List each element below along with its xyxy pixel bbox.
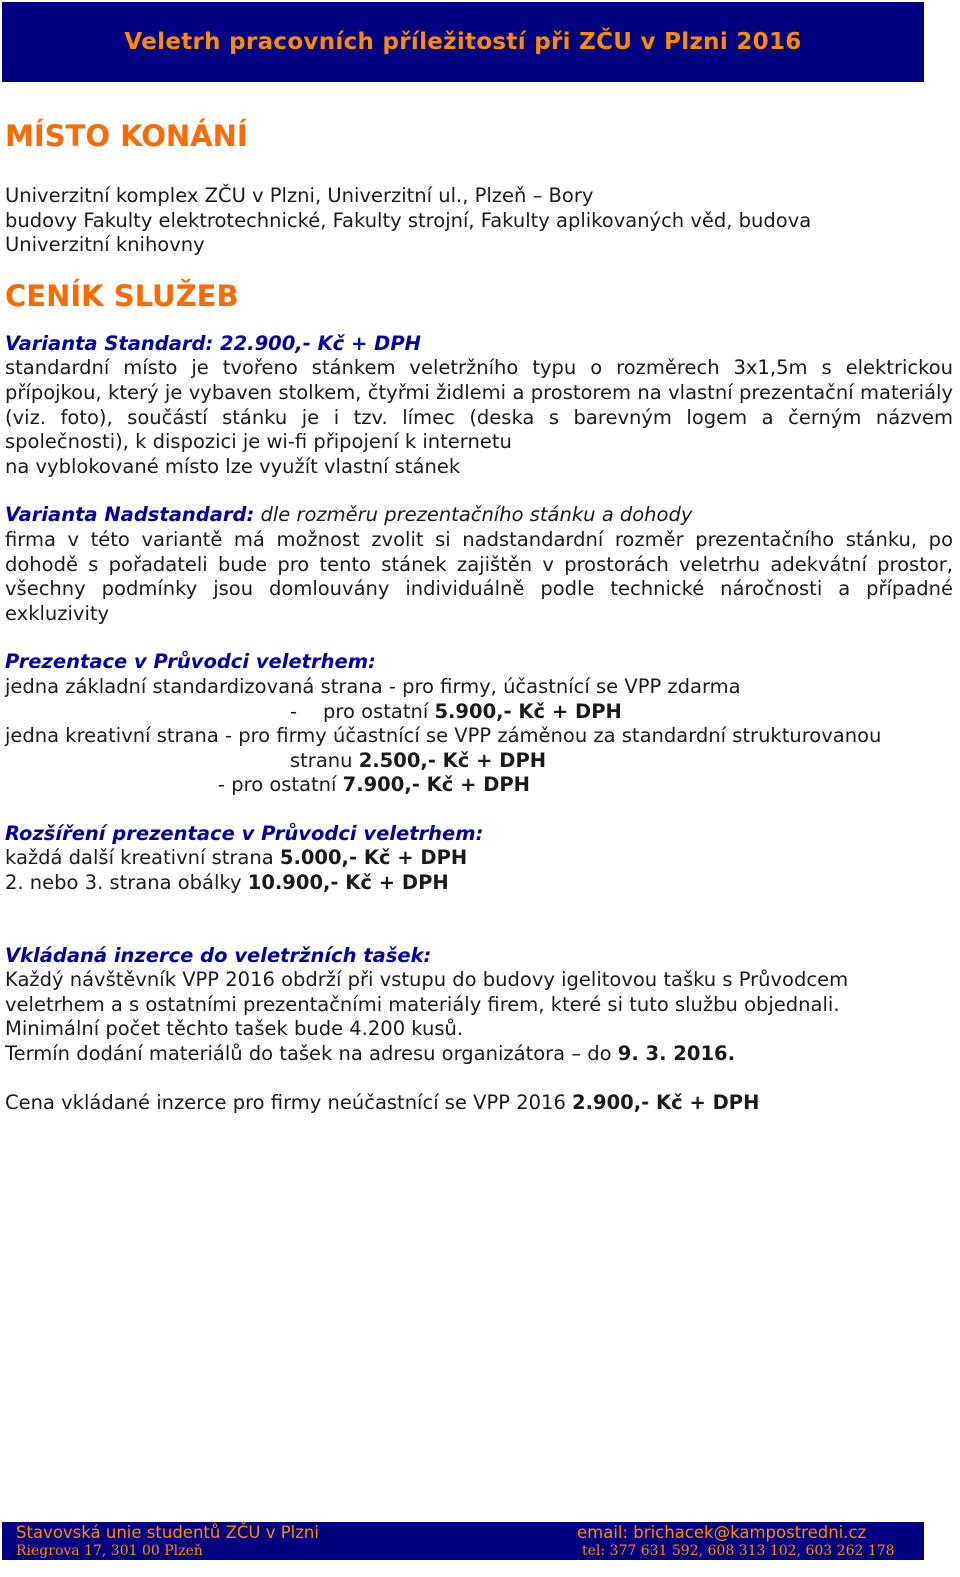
rozsireni-price-1: 5.000,- Kč + DPH <box>279 846 468 870</box>
pruvodce-price-ostatni: 5.900,- Kč + DPH <box>434 699 622 723</box>
page-footer <box>2 1522 924 1560</box>
footer-phone: tel: 377 631 592, 608 313 102, 603 262 178 <box>582 1543 895 1559</box>
pruvodce-line-3: jedna kreativní strana - pro firmy účastnící se VPP záměnou za standardní strukturovanou <box>5 724 882 748</box>
inzerce-line-5-text: Cena vkládané inzerce pro firmy neúčastnící se VPP 2016 <box>5 1090 573 1114</box>
inzerce-line-5 <box>5 1091 953 1116</box>
rozsireni-title: Rozšíření prezentace v Průvodci veletrhem: <box>5 821 484 845</box>
pruvodce-line-4 <box>5 749 953 774</box>
misto-line-2: budovy Fakulty elektrotechnické, Fakulty strojní, Fakulty aplikovaných věd, budova <box>5 208 812 232</box>
misto-line-1: Univerzitní komplex ZČU v Plzni, Univerzitní ul., Plzeň – Bory <box>5 184 594 207</box>
footer-org: Stavovská unie studentů ZČU v Plzni <box>16 1523 319 1542</box>
rozsireni-line-2-text: 2. nebo 3. strana obálky <box>5 871 248 895</box>
pruvodce-line-4-text: stranu <box>290 748 359 772</box>
header-title: Veletrh pracovních příležitostí při ZČU v Plzni 2016 <box>124 29 802 55</box>
pruvodce-line-2-text: pro ostatní <box>323 699 435 723</box>
nadstandard-title-rest: dle rozměru prezentačního stánku a dohody <box>254 503 693 527</box>
footer-address: Riegrova 17, 301 00 Plzeň <box>16 1543 203 1559</box>
inzerce-title: Vkládaná inzerce do veletržních tašek: <box>5 943 432 967</box>
inzerce-line-1: Každý návštěvník VPP 2016 obdrží při vstupu do budovy igelitovou tašku s Průvodcem <box>5 968 849 992</box>
document-body <box>5 118 953 1115</box>
rozsireni-price-2: 10.900,- Kč + DPH <box>247 871 449 895</box>
inzerce-date: 9. 3. 2016. <box>617 1042 735 1066</box>
nadstandard-title-label: Varianta Nadstandard: <box>5 503 255 527</box>
rozsireni-line-1 <box>5 846 953 871</box>
standard-title: Varianta Standard: 22.900,- Kč + DPH <box>5 331 421 355</box>
nadstandard-text: firma v této variantě má možnost zvolit si nadstandardní rozměr prezentačního stánku, po dohodě s pořadateli bude pro tento stánek zajištěn v prostorách veletrhu adekvátní prostor, všechny podmínky jsou domlouvány individuálně podle technické náročnosti a případné exkluzivity <box>5 527 953 625</box>
pruvodce-dash: - <box>290 699 298 723</box>
pruvodce-title: Prezentace v Průvodci veletrhem: <box>5 650 376 674</box>
pruvodce-line-5 <box>5 773 953 798</box>
footer-email: email: brichacek@kampostredni.cz <box>577 1523 867 1542</box>
rozsireni-line-1-text: každá další kreativní strana <box>5 846 280 870</box>
standard-text-2: na vyblokované místo lze využít vlastní stánek <box>5 454 461 478</box>
misto-line-3: Univerzitní knihovny <box>5 233 205 257</box>
standard-text: standardní místo je tvořeno stánkem veletržního typu o rozměrech 3x1,5m s elektrickou přípojkou, který je vybaven stolkem, čtyřmi židlemi a prostorem na vlastní prezentační materiály (viz. foto), součástí stánku je i tzv. límec (deska s barevným logem a černým názvem společnosti), k dispozici je wi-fi připojení k internetu <box>5 356 953 454</box>
inzerce-line-3: Minimální počet těchto tašek bude 4.200 kusů. <box>5 1017 464 1041</box>
inzerce-price: 2.900,- Kč + DPH <box>572 1090 760 1114</box>
cenik-heading: CENÍK SLUŽEB <box>5 278 239 313</box>
page-header <box>2 2 924 82</box>
inzerce-line-2: veletrhem a s ostatními prezentačními materiály firem, které si tuto službu objednali. <box>5 992 840 1016</box>
misto-heading: MÍSTO KONÁNÍ <box>5 119 248 153</box>
pruvodce-price-zamena: 2.500,- Kč + DPH <box>358 748 547 772</box>
nadstandard-title <box>5 503 953 528</box>
inzerce-line-4 <box>5 1042 953 1067</box>
pruvodce-line-2 <box>5 700 953 725</box>
pruvodce-line-1: jedna základní standardizovaná strana - pro firmy, účastnící se VPP zdarma <box>5 674 741 698</box>
pruvodce-price-kreativni: 7.900,- Kč + DPH <box>342 773 530 797</box>
pruvodce-line-5-text: - pro ostatní <box>218 773 343 797</box>
rozsireni-line-2 <box>5 871 953 896</box>
inzerce-line-4-text: Termín dodání materiálů do tašek na adresu organizátora – do <box>5 1042 618 1066</box>
